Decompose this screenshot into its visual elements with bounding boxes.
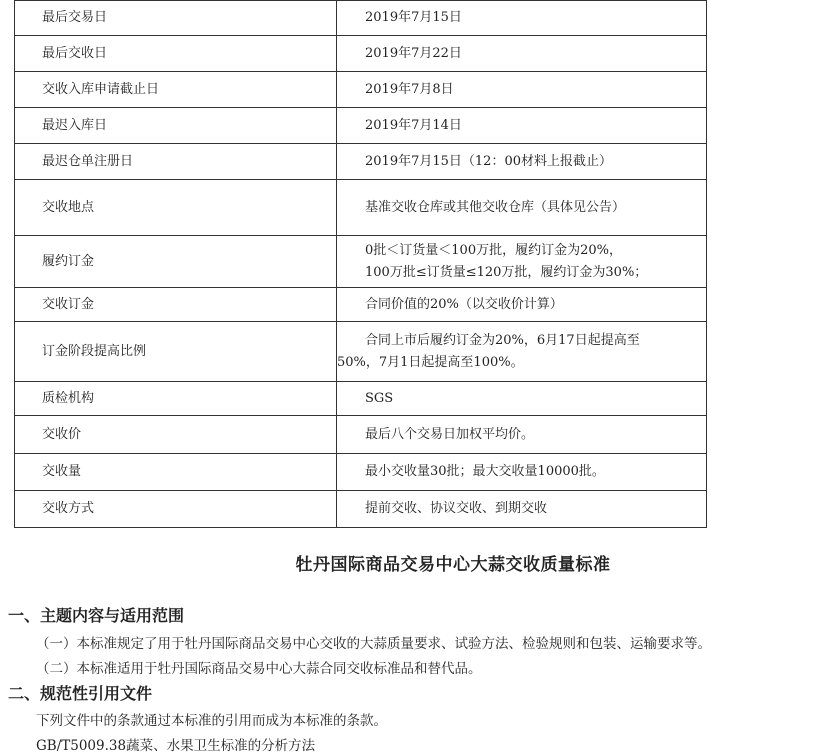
spec-label: 交收价 [15, 416, 337, 454]
spec-value [337, 236, 707, 288]
paragraph: （一）本标准规定了用于牡丹国际商品交易中心交收的大蒜质量要求、试验方法、检验规则和包装、运输要求等。 [36, 636, 711, 652]
spec-value: 2019年7月22日 [337, 36, 707, 72]
spec-value-line: 0批＜订货量＜100万批，履约订金为20%， [365, 242, 622, 258]
spec-label: 质检机构 [15, 382, 337, 416]
spec-value: 基准交收仓库或其他交收仓库（具体见公告） [337, 180, 707, 236]
spec-value: 合同价值的20%（以交收价计算） [337, 288, 707, 322]
spec-label: 最后交易日 [15, 1, 337, 36]
spec-label: 履约订金 [15, 236, 337, 288]
table-row [15, 1, 707, 36]
table-row [15, 288, 707, 322]
table-row [15, 236, 707, 288]
section-heading: 二、规范性引用文件 [8, 684, 153, 703]
spec-value: SGS [337, 382, 707, 416]
table-row [15, 180, 707, 236]
spec-value-line: 100万批≤订货量≤120万批，履约订金为30%； [365, 264, 648, 280]
table-row [15, 416, 707, 454]
table-row [15, 36, 707, 72]
table-row [15, 322, 707, 382]
spec-value: 2019年7月15日（12：00材料上报截止） [337, 144, 707, 180]
spec-value [337, 322, 707, 382]
table-row [15, 144, 707, 180]
spec-value: 2019年7月14日 [337, 108, 707, 144]
spec-label: 交收方式 [15, 491, 337, 528]
spec-label: 交收入库申请截止日 [15, 72, 337, 108]
spec-value-line: 50%，7月1日起提高至100%。 [337, 354, 524, 370]
spec-value: 2019年7月8日 [337, 72, 707, 108]
table-row [15, 491, 707, 528]
paragraph: GB/T5009.38蔬菜、水果卫生标准的分析方法 [36, 738, 316, 754]
spec-label: 交收订金 [15, 288, 337, 322]
table-row [15, 108, 707, 144]
section-heading: 一、主题内容与适用范围 [8, 606, 185, 625]
spec-label: 最迟仓单注册日 [15, 144, 337, 180]
spec-label: 最后交收日 [15, 36, 337, 72]
table-row [15, 454, 707, 491]
document-title: 牡丹国际商品交易中心大蒜交收质量标准 [295, 555, 611, 575]
spec-label: 交收地点 [15, 180, 337, 236]
spec-value: 2019年7月15日 [337, 1, 707, 36]
spec-value: 最后八个交易日加权平均价。 [337, 416, 707, 454]
table-row [15, 72, 707, 108]
spec-value: 最小交收量30批；最大交收量10000批。 [337, 454, 707, 491]
paragraph: 下列文件中的条款通过本标准的引用而成为本标准的条款。 [36, 713, 387, 729]
spec-label: 订金阶段提高比例 [15, 322, 337, 382]
spec-value: 提前交收、协议交收、到期交收 [337, 491, 707, 528]
contract-spec-table [14, 0, 707, 528]
spec-label: 最迟入库日 [15, 108, 337, 144]
table-row [15, 382, 707, 416]
spec-value-line: 合同上市后履约订金为20%，6月17日起提高至 [365, 332, 640, 348]
paragraph: （二）本标准适用于牡丹国际商品交易中心大蒜合同交收标准品和替代品。 [36, 661, 482, 677]
spec-label: 交收量 [15, 454, 337, 491]
